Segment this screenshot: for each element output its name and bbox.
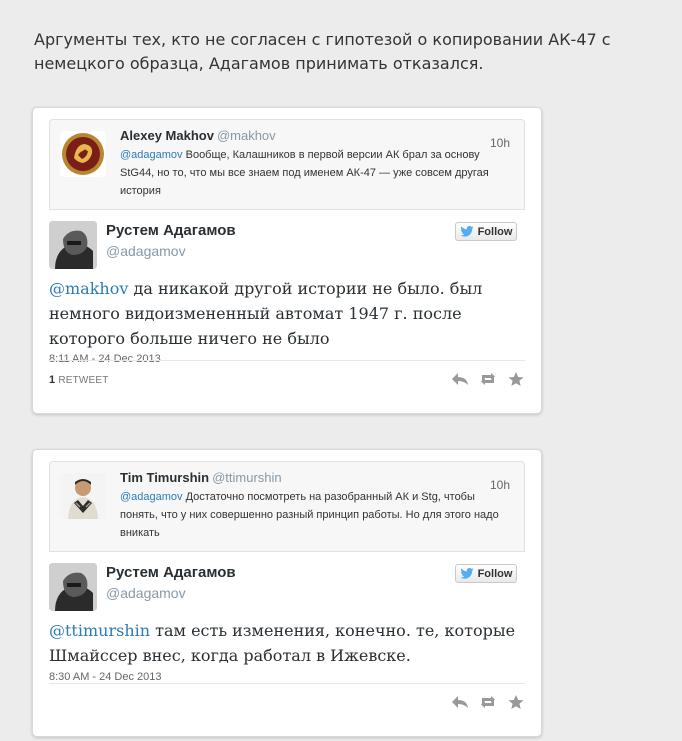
timestamp[interactable]: 10h — [489, 478, 510, 492]
timestamp[interactable]: 8:11 AM - 24 Dec 2013 — [49, 353, 161, 365]
follow-label: Follow — [477, 567, 513, 580]
tweet-body: да никакой другой истории не было. был немного видоизмененный автомат 1947 г. после которого больше ничего не было — [49, 279, 483, 348]
tweet-body: там есть изменения, конечно. те, которые Шмайссер внес, когда работал в Ижевске. — [49, 621, 516, 665]
tweet-actions — [451, 371, 525, 387]
author-handle[interactable]: @adagamov — [106, 243, 186, 259]
author-name[interactable]: Tim Timurshin — [120, 470, 210, 485]
tweet-actions — [451, 694, 525, 710]
author-handle[interactable]: @ttimurshin — [212, 470, 282, 485]
tweet-footer — [49, 360, 525, 399]
twitter-bird-icon — [460, 568, 474, 579]
timestamp[interactable]: 8:30 AM - 24 Dec 2013 — [49, 671, 162, 683]
retweet-label: RETWEET — [58, 375, 109, 386]
author-handle[interactable]: @adagamov — [106, 585, 186, 601]
mention-link[interactable]: @adagamov — [120, 149, 183, 161]
follow-label: Follow — [477, 225, 513, 238]
author-name[interactable]: Рустем Адагамов — [106, 222, 236, 239]
mention-link[interactable]: @makhov — [49, 279, 129, 298]
article-paragraph: Аргументы тех, кто не согласен с гипотезой о копировании АК-47 с немецкого образца, Адагамов принимать отказался. — [34, 30, 611, 73]
retweet-count[interactable] — [49, 374, 109, 386]
author-handle[interactable]: @makhov — [216, 128, 276, 143]
author-name[interactable]: Alexey Makhov — [120, 128, 214, 143]
tweet-footer — [49, 683, 525, 722]
portrait-image — [49, 221, 97, 269]
lion-logo-icon — [60, 131, 106, 177]
main-tweet — [49, 551, 525, 722]
parent-tweet[interactable] — [49, 119, 525, 209]
avatar[interactable] — [49, 563, 97, 611]
reply-icon[interactable] — [451, 371, 469, 387]
twitter-bird-icon — [460, 226, 474, 237]
timestamp[interactable]: 10h — [489, 136, 510, 150]
main-tweet — [49, 209, 525, 399]
tweet-body: Вообще, Калашников в первой версии АК брал за основу StG44, но то, что мы все знаем под именем АК-47 — уже совсем другая история — [120, 149, 489, 197]
follow-button[interactable] — [455, 564, 517, 583]
portrait-image — [60, 473, 106, 519]
retweet-number: 1 — [49, 374, 56, 386]
embedded-tweet — [32, 449, 542, 737]
avatar[interactable] — [49, 221, 97, 269]
retweet-icon[interactable] — [479, 371, 497, 387]
tweet-text — [120, 146, 512, 200]
mention-link[interactable]: @ttimurshin — [49, 621, 151, 640]
reply-icon[interactable] — [451, 694, 469, 710]
portrait-image — [49, 563, 97, 611]
author-name[interactable]: Рустем Адагамов — [106, 564, 236, 581]
favorite-star-icon[interactable] — [507, 694, 525, 710]
embedded-tweet — [32, 107, 542, 414]
favorite-star-icon[interactable] — [507, 371, 525, 387]
tweet-text — [120, 488, 512, 542]
mention-link[interactable]: @adagamov — [120, 491, 183, 503]
tweet-body: Достаточно посмотреть на разобранный АК и Stg, чтобы понять, что у них совершенно разный принцип работы. Но для этого надо вникать — [120, 491, 499, 539]
avatar[interactable] — [60, 131, 106, 177]
tweet-text — [49, 276, 517, 351]
tweet-text — [49, 618, 517, 668]
parent-tweet[interactable] — [49, 461, 525, 551]
follow-button[interactable] — [455, 222, 517, 241]
retweet-icon[interactable] — [479, 694, 497, 710]
avatar[interactable] — [60, 473, 106, 519]
